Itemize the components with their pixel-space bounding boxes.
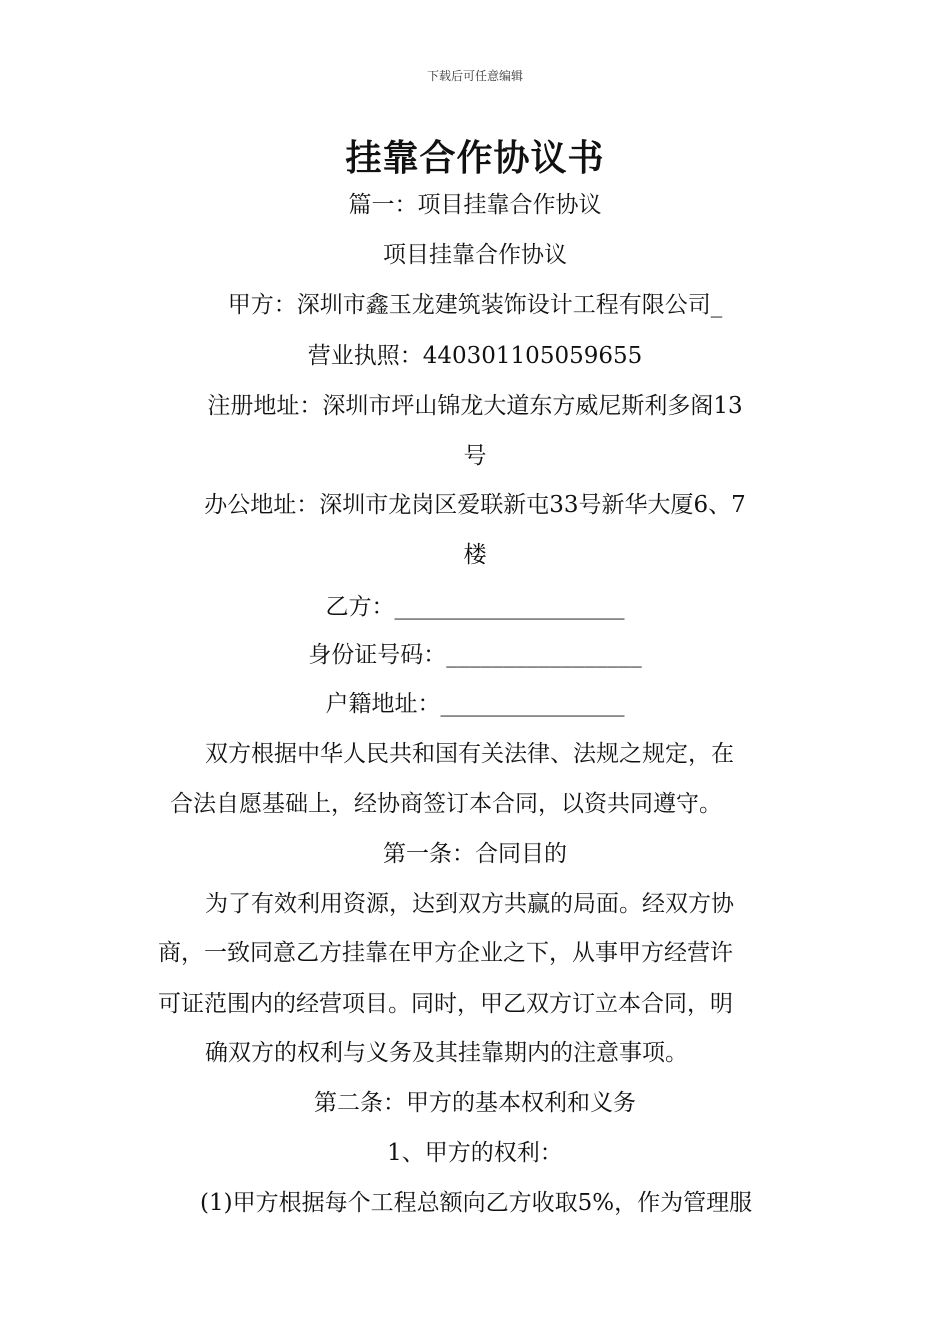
article-2-subheading: 1、甲方的权利： (387, 1140, 563, 1166)
preamble-line: 双方根据中华人民共和国有关法律、法规之规定，在 (205, 741, 734, 767)
preamble-line: 合法自愿基础上，经协商签订本合同，以资共同遵守。 (170, 791, 722, 817)
party-b-id-number: 身份证号码：_________________ (308, 642, 642, 668)
party-a-license: 营业执照：440301105059655 (307, 343, 643, 369)
article-2-item: (1)甲方根据每个工程总额向乙方收取5%，作为管理服 (200, 1190, 753, 1216)
subtitle: 篇一：项目挂靠合作协议 (348, 192, 602, 218)
party-a-reg-address: 注册地址：深圳市坪山锦龙大道东方威尼斯利多阁13 (207, 393, 743, 419)
party-a-reg-address-cont: 号 (463, 443, 487, 469)
party-a-office-address-cont: 楼 (463, 542, 487, 568)
article-2-heading: 第二条：甲方的基本权利和义务 (314, 1090, 636, 1116)
article-1-line: 为了有效利用资源，达到双方共赢的局面。经双方协 (205, 891, 734, 917)
article-1-heading: 第一条：合同目的 (383, 841, 567, 867)
agreement-title: 项目挂靠合作协议 (383, 242, 567, 268)
article-1-line: 商，一致同意乙方挂靠在甲方企业之下，从事甲方经营许 (158, 940, 733, 966)
document-title: 挂靠合作协议书 (345, 137, 605, 179)
party-a: 甲方：深圳市鑫玉龙建筑装饰设计工程有限公司_ (227, 292, 723, 318)
party-b: 乙方：____________________ (325, 594, 625, 620)
article-1-line: 可证范围内的经营项目。同时，甲乙双方订立本合同，明 (158, 991, 733, 1017)
article-1-line: 确双方的权利与义务及其挂靠期内的注意事项。 (205, 1040, 688, 1066)
header-note: 下载后可任意编辑 (426, 69, 523, 83)
party-a-office-address: 办公地址：深圳市龙岗区爱联新屯33号新华大厦6、7 (204, 492, 746, 518)
party-b-household: 户籍地址：________________ (325, 691, 625, 717)
